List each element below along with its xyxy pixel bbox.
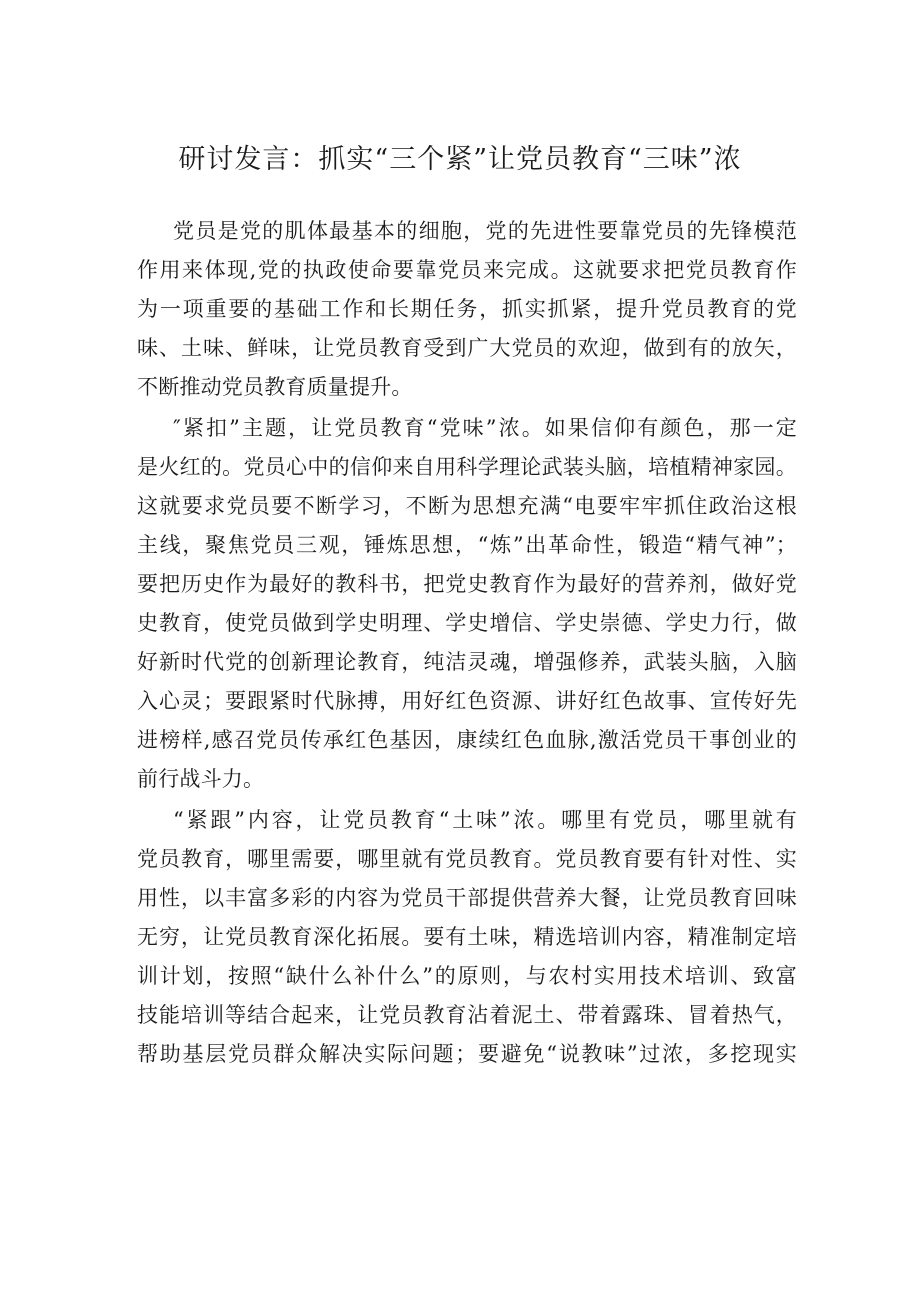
text-line: 前行战斗力。 xyxy=(137,767,265,791)
text-line: 这就要求党员要不断学习，不断为思想充满“电要牢牢抓住政治这根 xyxy=(137,494,797,518)
text-line: 无穷，让党员教育深化拓展。要有土味，精选培训内容，精准制定培 xyxy=(137,925,797,949)
text-line: 训计划，按照“缺什么补什么”的原则，与农村实用技术培训、致富 xyxy=(137,964,797,988)
text-line: 是火红的。党员心中的信仰来自用科学理论武装头脑，培植精神家园。 xyxy=(137,455,797,479)
text-line: 帮助基层党员群众解决实际问题；要避免“说教味”过浓，多挖现实 xyxy=(137,1042,797,1066)
text-line: “紧跟”内容，让党员教育“土味”浓。哪里有党员，哪里就有 xyxy=(173,808,797,832)
text-line: 党员是党的肌体最基本的细胞，党的先进性要靠党员的先锋模范 xyxy=(173,219,797,243)
text-line: 味、土味、鲜味，让党员教育受到广大党员的欢迎，做到有的放矢， xyxy=(137,336,797,360)
paragraph-3 xyxy=(137,801,797,1074)
text-line: 技能培训等结合起来，让党员教育沾着泥土、带着露珠、冒着热气， xyxy=(137,1003,797,1027)
paragraph-1 xyxy=(137,212,797,407)
text-line: 党员教育，哪里需要，哪里就有党员教育。党员教育要有针对性、实 xyxy=(137,847,797,871)
paragraph-2 xyxy=(137,409,797,799)
text-line: 史教育，使党员做到学史明理、学史增信、学史崇德、学史力行，做 xyxy=(137,611,797,635)
text-line: 为一项重要的基础工作和长期任务，抓实抓紧，提升党员教育的党 xyxy=(137,297,797,321)
text-line: 入心灵；要跟紧时代脉搏，用好红色资源、讲好红色故事、宣传好先 xyxy=(137,689,797,713)
text-line: 要把历史作为最好的教科书，把党史教育作为最好的营养剂，做好党 xyxy=(137,572,797,596)
text-line: ″紧扣”主题，让党员教育“党味”浓。如果信仰有颜色，那一定 xyxy=(173,416,797,440)
text-line: 作用来体现,党的执政使命要靠党员来完成。这就要求把党员教育作 xyxy=(137,258,797,282)
text-line: 不断推动党员教育质量提升。 xyxy=(137,375,413,399)
text-line: 进榜样,感召党员传承红色基因，康续红色血脉,激活党员干事创业的 xyxy=(137,728,797,752)
document-body xyxy=(137,212,797,1074)
text-line: 好新时代党的创新理论教育，纯洁灵魂，增强修养，武装头脑，入脑 xyxy=(137,650,797,674)
text-line: 用性，以丰富多彩的内容为党员干部提供营养大餐，让党员教育回味 xyxy=(137,886,797,910)
document-title: 研讨发言：抓实“三个紧”让党员教育“三味”浓 xyxy=(178,144,742,175)
text-line: 主线，聚焦党员三观，锤炼思想，“炼”出革命性，锻造“精气神”； xyxy=(137,533,797,557)
